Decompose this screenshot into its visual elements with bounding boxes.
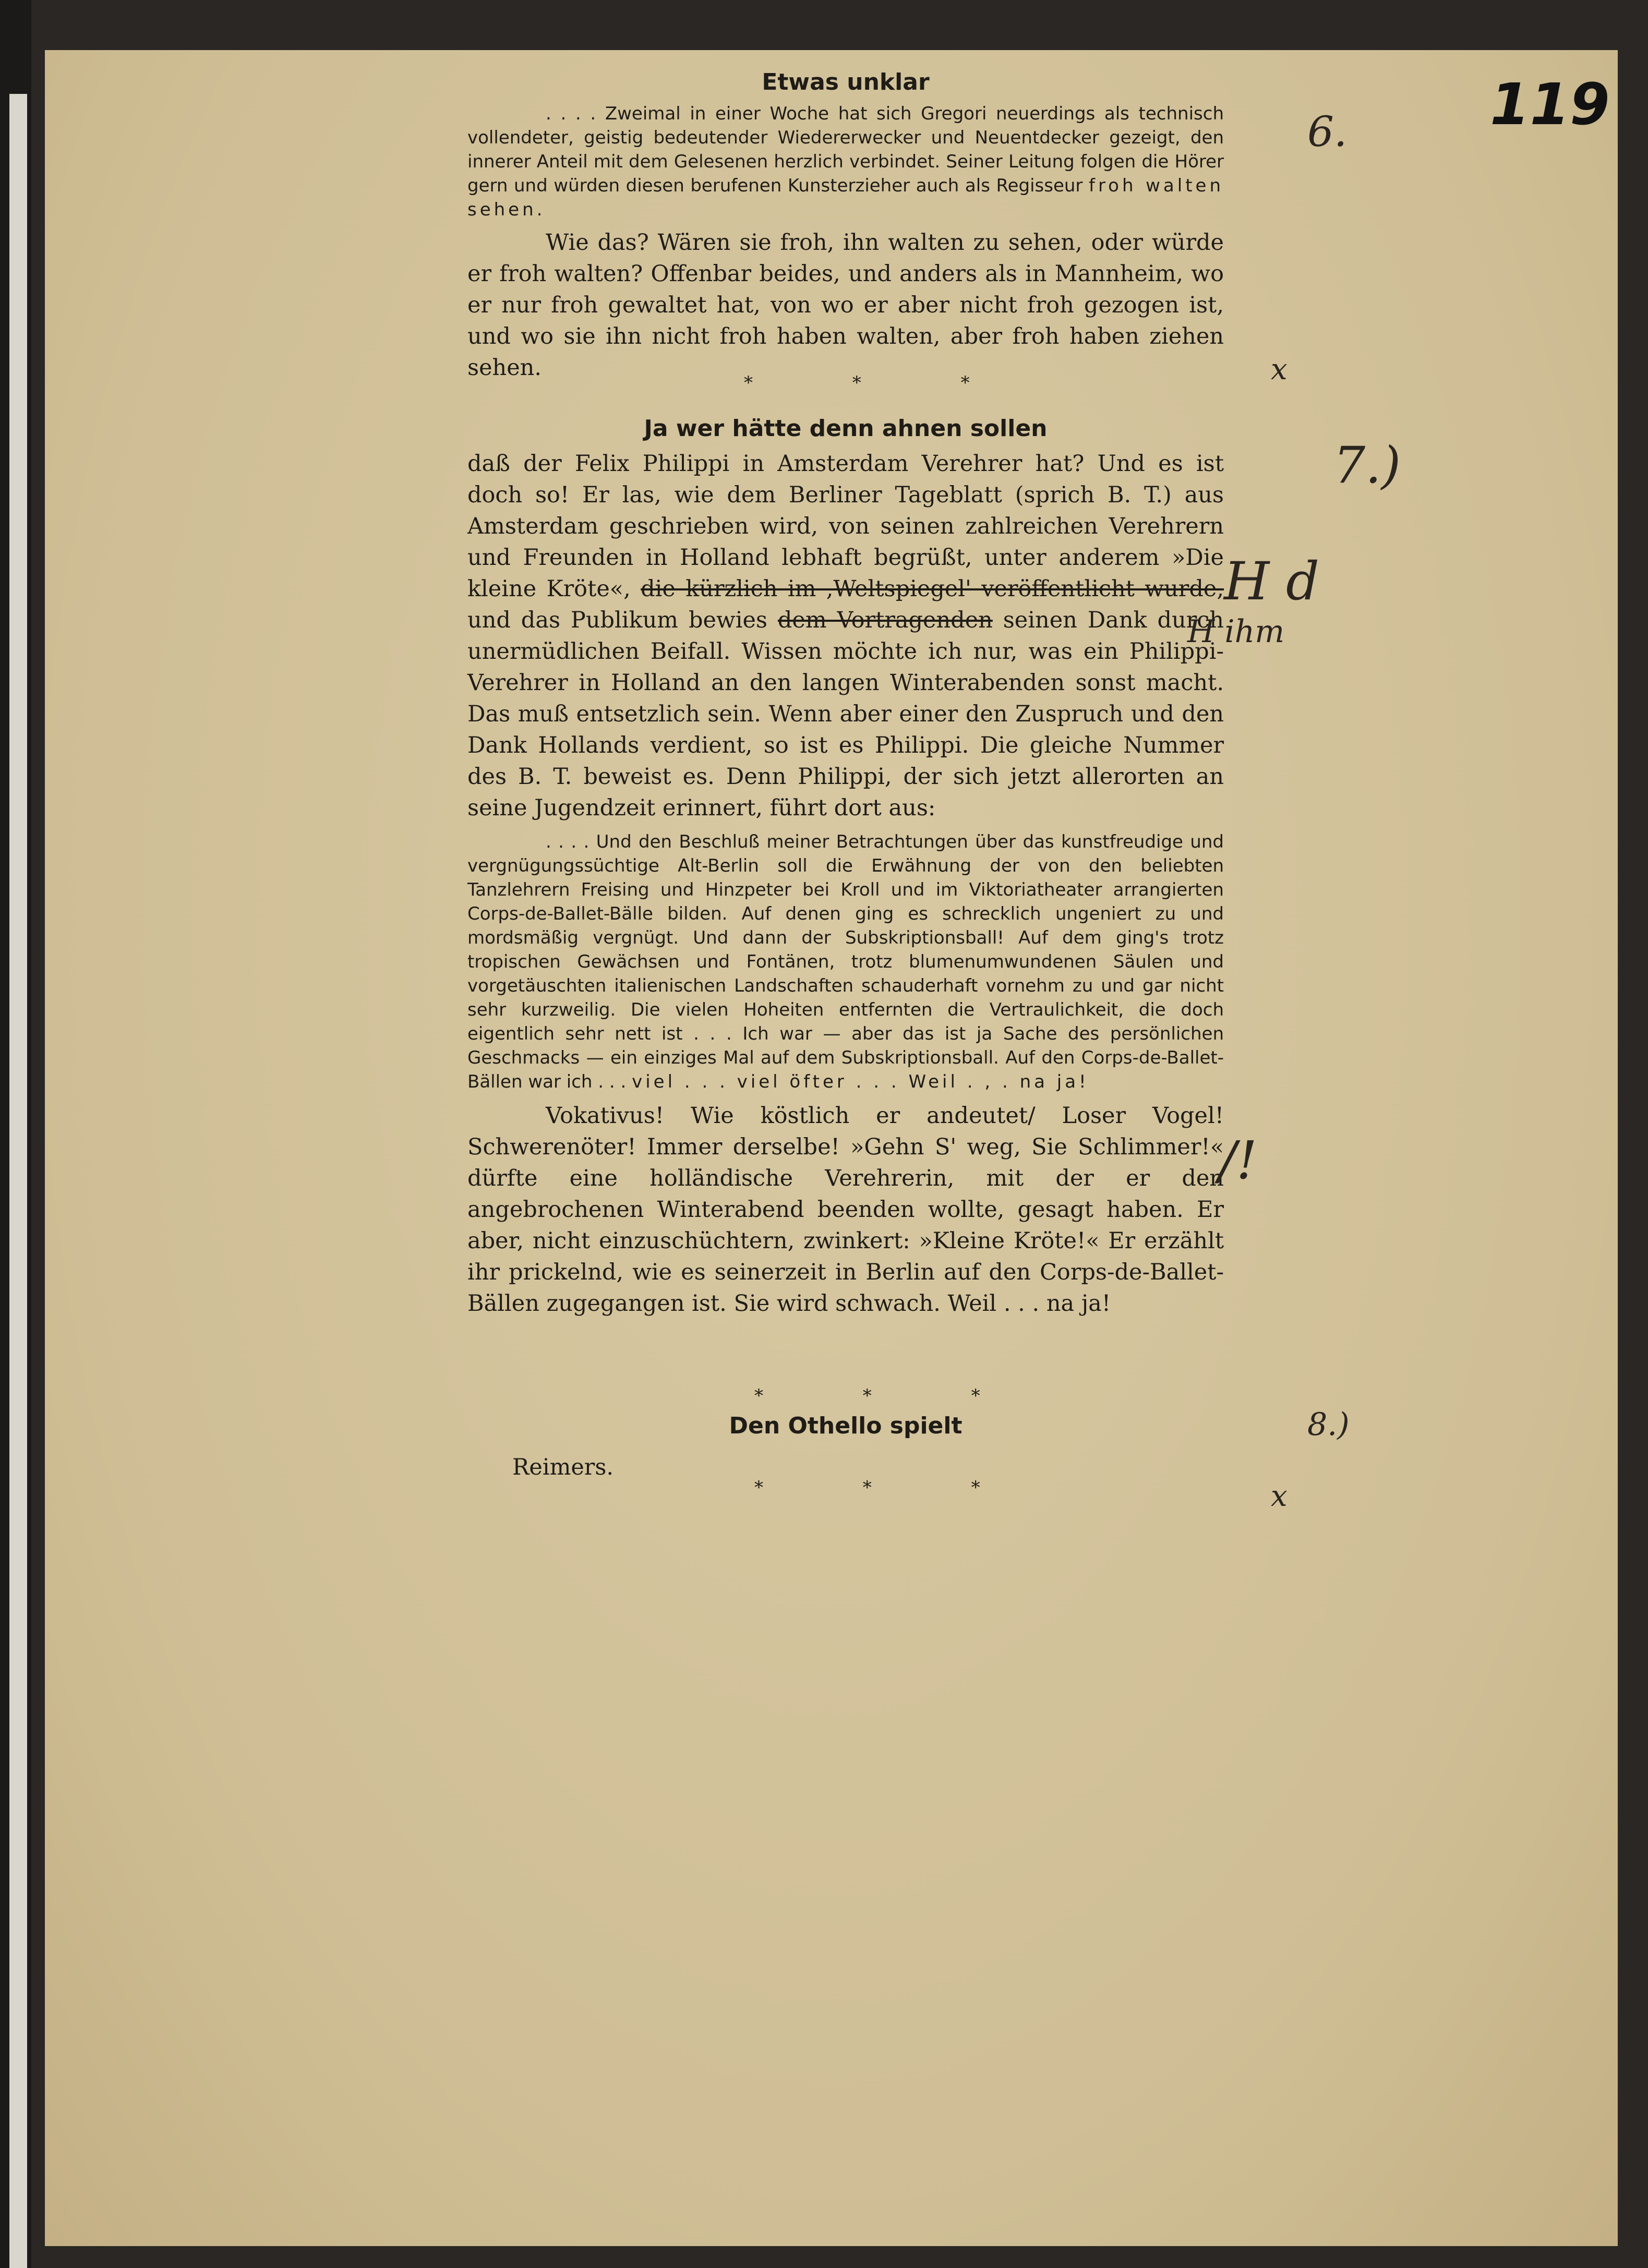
section-title: Den Othello spielt bbox=[729, 1413, 963, 1439]
quote-text: . . . . Und den Beschluß meiner Betrachtungen über das kunstfreudige und vergnügungssüchtige Alt-Berlin soll die Erwähnung der von den beliebten Tanzlehrern Freising und Hinzpeter bei Kroll und im Viktoriatheater arrangierten Corps-de-Ballet-Bälle bilden. Auf denen ging es schrecklich ungeniert zu und mordsmäßig vergnügt. Und dann der Subskriptionsball! Auf dem ging's trotz tropischen Gewächsen und Fontänen, trotz blumenumwundenen Säulen und vorgetäuschten italienischen Landschaften schauderhaft vornehm zu und gar nicht sehr kurzweilig. Die vielen Hoheiten entfernten die Vertraulichkeit, die doch eigentlich sehr nett ist . . . Ich war — aber das ist ja Sache des persönlichen Geschmacks — ein einziges Mal auf dem Subskriptionsball. Auf den Corps-de-Ballet-Bällen war ich . . . bbox=[467, 831, 1224, 1092]
book-binding bbox=[0, 0, 31, 2268]
handwritten-mark: x bbox=[1271, 1479, 1288, 1513]
binding-paper-edge bbox=[9, 94, 27, 2268]
body-text: und das Publikum bewies bbox=[467, 607, 778, 633]
commentary-paragraph: Wie das? Wären sie froh, ihn walten zu sehen, oder würde er froh walten? Offenbar beides, und anders als in Mannheim, wo er nur froh gewaltet hat, von wo er aber nicht froh gezogen ist, und wo sie ihn nicht froh haben walten, aber froh haben ziehen sehen. bbox=[467, 230, 1224, 381]
quoted-passage bbox=[467, 830, 1224, 1094]
body-text: daß der Felix Philippi in Amsterdam Verehrer hat? Und es ist doch so! Er las, wie dem Berliner Tageblatt (sprich B. T.) aus Amsterdam geschrieben wird, von seinen zahlreichen Verehrern und Freunden in Holland lebhaft begrüßt, unter anderem »Die kleine Kröte«, bbox=[467, 451, 1224, 602]
handwritten-note: 6. bbox=[1307, 107, 1348, 156]
othello-text: Reimers. bbox=[512, 1454, 614, 1480]
separator-stars: * * * bbox=[744, 372, 1017, 393]
body-text: seinen Dank durch unermüdlichen Beifall. Wissen möchte ich nur, was ein Philippi-Verehrer in Holland an den langen Winterabenden sonst macht. Das muß entsetzlich sein. Wenn aber einer den Zuspruch und den Dank Hollands verdient, so ist es Philippi. Die gleiche Nummer des B. T. beweist es. Denn Philippi, der sich jetzt allerorten an seine Jugendzeit erinnert, führt dort aus: bbox=[467, 607, 1224, 821]
handwritten-note: 8.) bbox=[1307, 1406, 1350, 1443]
separator-stars: * * * bbox=[754, 1477, 1027, 1498]
section-title: Etwas unklar bbox=[762, 69, 930, 95]
handwritten-note: H d bbox=[1224, 551, 1320, 612]
struck-text: die kürzlich im ,Weltspiegel' veröffentlicht wurde, bbox=[641, 576, 1224, 602]
body-paragraph bbox=[467, 448, 1224, 824]
separator-stars: * * * bbox=[754, 1385, 1027, 1406]
quote-text: . . . . Zweimal in einer Woche hat sich Gregori neuerdings als technisch vollendeter, geistig bedeutender Wiedererwecker und Neuentdecker gezeigt, den innerer Anteil mit dem Gelesenen herzlich verbindet. Seiner Leitung folgen die Hörer gern und würden diesen berufenen Kunsterzieher auch als Regisseur bbox=[467, 103, 1224, 196]
document-page bbox=[45, 50, 1618, 2246]
quote-spaced-text: froh walten sehen. bbox=[467, 175, 1224, 220]
handwritten-mark: x bbox=[1271, 353, 1288, 387]
commentary-paragraph: Vokativus! Wie köstlich er andeutet/ Loser Vogel! Schwerenöter! Immer derselbe! »Gehn S' weg, Sie Schlimmer!« dürfte eine holländische Verehrerin, mit der er den angebrochenen Winterabend beenden wollte, gesagt haben. Er aber, nicht einzuschüchtern, zwinkert: »Kleine Kröte!« Er erzählt ihr prickelnd, wie es seinerzeit in Berlin auf den Corps-de-Ballet-Bällen zugegangen ist. Sie wird schwach. Weil . . . na ja! bbox=[467, 1103, 1224, 1317]
section-ja-wer bbox=[467, 415, 1224, 1319]
handwritten-note: /! bbox=[1219, 1130, 1257, 1191]
section-othello bbox=[467, 1413, 1224, 1439]
quote-spaced-text: viel . . . viel öfter . . . Weil . , . na ja! bbox=[632, 1071, 1089, 1092]
quoted-passage bbox=[467, 102, 1224, 222]
section-title: Ja wer hätte denn ahnen sollen bbox=[644, 415, 1048, 442]
folio-number: 119 bbox=[1490, 71, 1610, 138]
handwritten-note: 7.) bbox=[1333, 436, 1401, 494]
struck-text: dem Vortragenden bbox=[777, 607, 993, 633]
section-etwas-unklar bbox=[467, 69, 1224, 383]
handwritten-note: H ihm bbox=[1187, 613, 1285, 650]
